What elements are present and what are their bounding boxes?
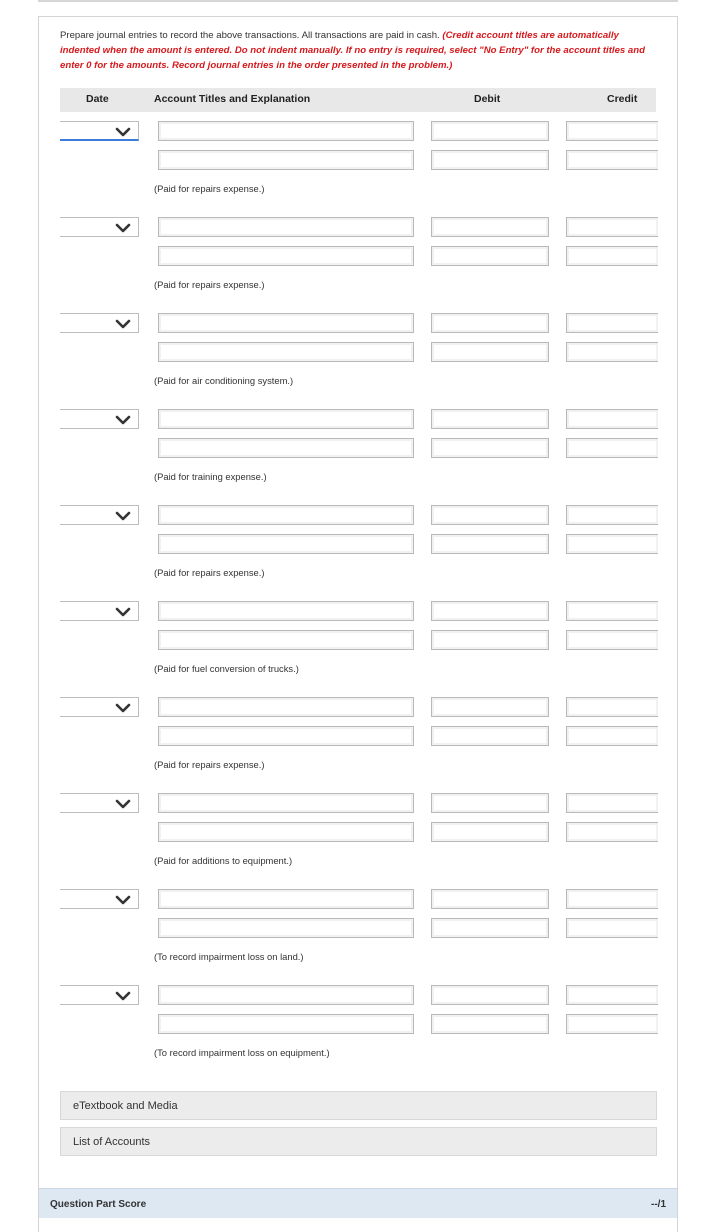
account-title-input[interactable] bbox=[158, 889, 414, 909]
entry-explanation: (To record impairment loss on land.) bbox=[154, 951, 304, 962]
account-title-input[interactable] bbox=[158, 630, 414, 650]
account-title-input[interactable] bbox=[158, 822, 414, 842]
debit-input[interactable] bbox=[431, 793, 549, 813]
chevron-down-icon bbox=[115, 893, 131, 905]
entry-explanation: (To record impairment loss on equipment.) bbox=[154, 1047, 330, 1058]
account-title-input[interactable] bbox=[158, 726, 414, 746]
date-select[interactable] bbox=[60, 217, 139, 237]
credit-input[interactable] bbox=[566, 726, 658, 746]
list-of-accounts-label: List of Accounts bbox=[73, 1136, 151, 1148]
debit-input[interactable] bbox=[431, 409, 549, 429]
date-select[interactable] bbox=[60, 121, 139, 141]
header-account: Account Titles and Explanation bbox=[154, 93, 311, 105]
credit-input[interactable] bbox=[566, 246, 658, 266]
credit-input[interactable] bbox=[566, 150, 658, 170]
account-title-input[interactable] bbox=[158, 246, 414, 266]
debit-input[interactable] bbox=[431, 985, 549, 1005]
chevron-down-icon bbox=[115, 989, 131, 1001]
entry-explanation: (Paid for repairs expense.) bbox=[154, 759, 265, 770]
credit-input[interactable] bbox=[566, 889, 658, 909]
chevron-down-icon bbox=[115, 125, 131, 137]
account-title-input[interactable] bbox=[158, 313, 414, 333]
question-part-score bbox=[39, 1188, 677, 1218]
debit-input[interactable] bbox=[431, 534, 549, 554]
debit-input[interactable] bbox=[431, 505, 549, 525]
debit-input[interactable] bbox=[431, 342, 549, 362]
instructions bbox=[60, 28, 656, 73]
credit-input[interactable] bbox=[566, 601, 658, 621]
chevron-down-icon bbox=[115, 605, 131, 617]
credit-input[interactable] bbox=[566, 313, 658, 333]
credit-input[interactable] bbox=[566, 409, 658, 429]
top-divider bbox=[38, 0, 678, 2]
chevron-down-icon bbox=[115, 797, 131, 809]
credit-input[interactable] bbox=[566, 697, 658, 717]
debit-input[interactable] bbox=[431, 630, 549, 650]
credit-input[interactable] bbox=[566, 342, 658, 362]
credit-input[interactable] bbox=[566, 217, 658, 237]
date-select[interactable] bbox=[60, 313, 139, 333]
instructions-text: Prepare journal entries to record the above transactions. All transactions are paid in cash. bbox=[60, 30, 440, 41]
account-title-input[interactable] bbox=[158, 601, 414, 621]
account-title-input[interactable] bbox=[158, 505, 414, 525]
debit-input[interactable] bbox=[431, 601, 549, 621]
entry-explanation: (Paid for fuel conversion of trucks.) bbox=[154, 663, 299, 674]
debit-input[interactable] bbox=[431, 918, 549, 938]
credit-input[interactable] bbox=[566, 438, 658, 458]
credit-input[interactable] bbox=[566, 1014, 658, 1034]
score-value: --/1 bbox=[651, 1199, 666, 1210]
credit-input[interactable] bbox=[566, 918, 658, 938]
chevron-down-icon bbox=[115, 221, 131, 233]
date-select[interactable] bbox=[60, 505, 139, 525]
account-title-input[interactable] bbox=[158, 150, 414, 170]
debit-input[interactable] bbox=[431, 726, 549, 746]
header-date: Date bbox=[86, 93, 109, 105]
credit-input[interactable] bbox=[566, 822, 658, 842]
instructions-note: (Credit account titles are automatically indented when the amount is entered. Do not indent manually. If no entry is required, select "No Entry" for the account titles and enter 0 for the amounts. Record journal entries in the order presented in the problem.) bbox=[60, 30, 645, 71]
date-select[interactable] bbox=[60, 601, 139, 621]
account-title-input[interactable] bbox=[158, 217, 414, 237]
account-title-input[interactable] bbox=[158, 342, 414, 362]
debit-input[interactable] bbox=[431, 822, 549, 842]
entry-explanation: (Paid for repairs expense.) bbox=[154, 183, 265, 194]
chevron-down-icon bbox=[115, 701, 131, 713]
entry-explanation: (Paid for air conditioning system.) bbox=[154, 375, 294, 386]
chevron-down-icon bbox=[115, 413, 131, 425]
header-debit: Debit bbox=[474, 93, 501, 105]
debit-input[interactable] bbox=[431, 121, 549, 141]
list-of-accounts-link[interactable] bbox=[60, 1127, 657, 1156]
date-select[interactable] bbox=[60, 697, 139, 717]
account-title-input[interactable] bbox=[158, 985, 414, 1005]
account-title-input[interactable] bbox=[158, 793, 414, 813]
debit-input[interactable] bbox=[431, 697, 549, 717]
debit-input[interactable] bbox=[431, 217, 549, 237]
account-title-input[interactable] bbox=[158, 534, 414, 554]
account-title-input[interactable] bbox=[158, 918, 414, 938]
credit-input[interactable] bbox=[566, 121, 658, 141]
score-label: Question Part Score bbox=[50, 1199, 147, 1210]
debit-input[interactable] bbox=[431, 246, 549, 266]
account-title-input[interactable] bbox=[158, 1014, 414, 1034]
entry-explanation: (Paid for repairs expense.) bbox=[154, 279, 265, 290]
credit-input[interactable] bbox=[566, 793, 658, 813]
journal-table-header bbox=[60, 88, 656, 112]
credit-input[interactable] bbox=[566, 630, 658, 650]
date-select[interactable] bbox=[60, 889, 139, 909]
entry-explanation: (Paid for additions to equipment.) bbox=[154, 855, 293, 866]
account-title-input[interactable] bbox=[158, 697, 414, 717]
credit-input[interactable] bbox=[566, 534, 658, 554]
etextbook-media-link[interactable] bbox=[60, 1091, 657, 1120]
question-card bbox=[38, 16, 678, 1232]
debit-input[interactable] bbox=[431, 313, 549, 333]
chevron-down-icon bbox=[115, 317, 131, 329]
entry-explanation: (Paid for repairs expense.) bbox=[154, 567, 265, 578]
account-title-input[interactable] bbox=[158, 121, 414, 141]
credit-input[interactable] bbox=[566, 985, 658, 1005]
debit-input[interactable] bbox=[431, 438, 549, 458]
entry-explanation: (Paid for training expense.) bbox=[154, 471, 267, 482]
header-credit: Credit bbox=[607, 93, 638, 105]
chevron-down-icon bbox=[115, 509, 131, 521]
date-select[interactable] bbox=[60, 985, 139, 1005]
date-select[interactable] bbox=[60, 409, 139, 429]
date-select[interactable] bbox=[60, 793, 139, 813]
etextbook-media-label: eTextbook and Media bbox=[73, 1100, 178, 1112]
debit-input[interactable] bbox=[431, 150, 549, 170]
credit-input[interactable] bbox=[566, 505, 658, 525]
debit-input[interactable] bbox=[431, 1014, 549, 1034]
debit-input[interactable] bbox=[431, 889, 549, 909]
account-title-input[interactable] bbox=[158, 409, 414, 429]
account-title-input[interactable] bbox=[158, 438, 414, 458]
